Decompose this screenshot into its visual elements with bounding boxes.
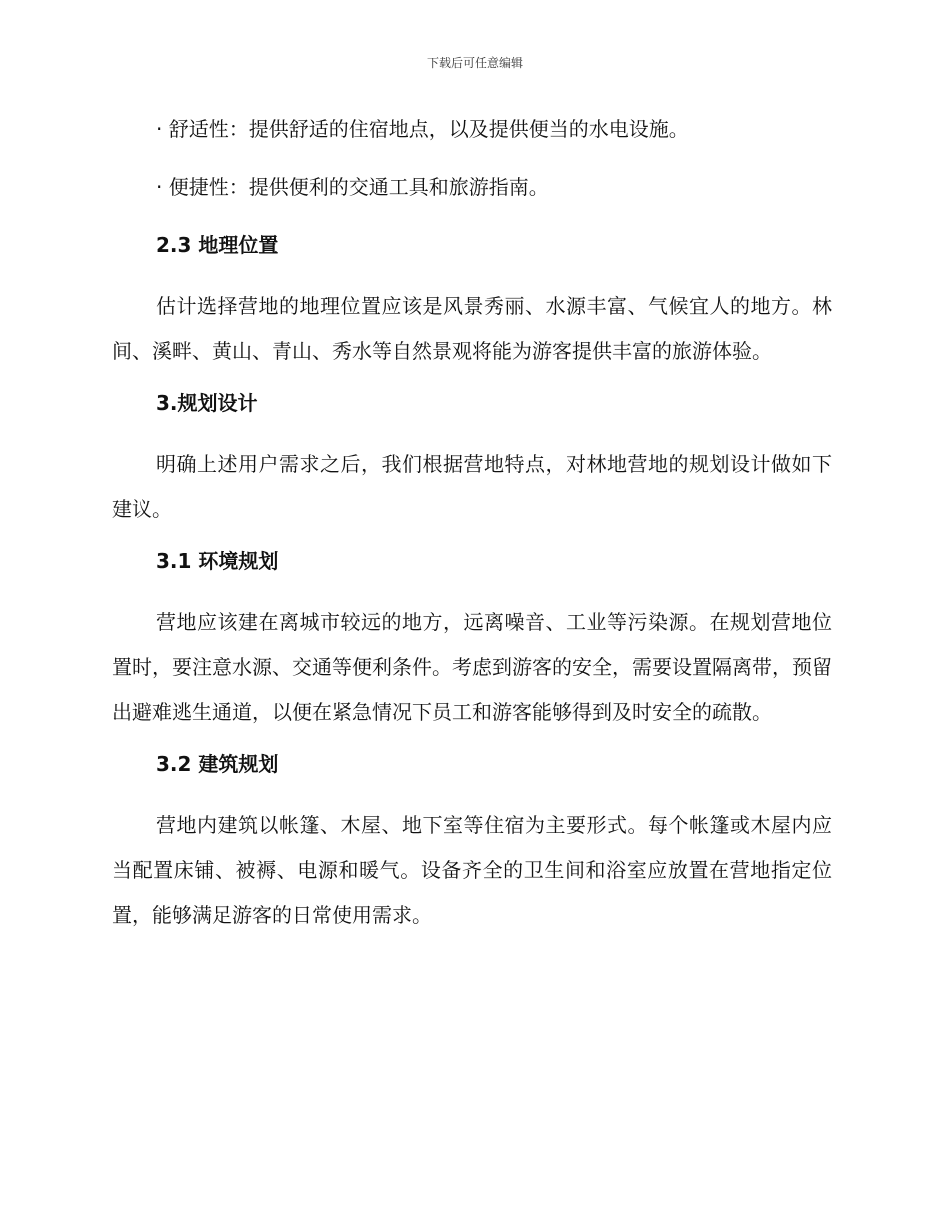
heading-building-planning: 3.2 建筑规划 (156, 752, 279, 776)
paragraph-environment-planning: 营地应该建在离城市较远的地方，远离噪音、工业等污染源。在规划营地位置时，要注意水源、交通等便利条件。考虑到游客的安全，需要设置隔离带，预留出避难逃生通道，以便在紧急情况下员工和游客能够得到及时安全的疏散。 (112, 610, 832, 724)
paragraph-geographic-location: 估计选择营地的地理位置应该是风景秀丽、水源丰富、气候宜人的地方。林间、溪畔、黄山、青山、秀水等自然景观将能为游客提供丰富的旅游体验。 (112, 294, 832, 363)
header-note: 下载后可任意编辑 (426, 56, 523, 70)
heading-environment-planning: 3.1 环境规划 (156, 549, 279, 573)
document-body (112, 112, 832, 950)
bullet-comfort: · 舒适性：提供舒适的住宿地点，以及提供便当的水电设施。 (156, 117, 689, 141)
heading-geographic-location: 2.3 地理位置 (156, 233, 279, 257)
paragraph-planning-design: 明确上述用户需求之后，我们根据营地特点，对林地营地的规划设计做如下建议。 (112, 452, 832, 521)
bullet-convenience: · 便捷性：提供便利的交通工具和旅游指南。 (156, 175, 549, 199)
paragraph-building-planning: 营地内建筑以帐篷、木屋、地下室等住宿为主要形式。每个帐篷或木屋内应当配置床铺、被褥、电源和暖气。设备齐全的卫生间和浴室应放置在营地指定位置，能够满足游客的日常使用需求。 (112, 813, 832, 927)
heading-planning-design: 3.规划设计 (156, 391, 258, 415)
